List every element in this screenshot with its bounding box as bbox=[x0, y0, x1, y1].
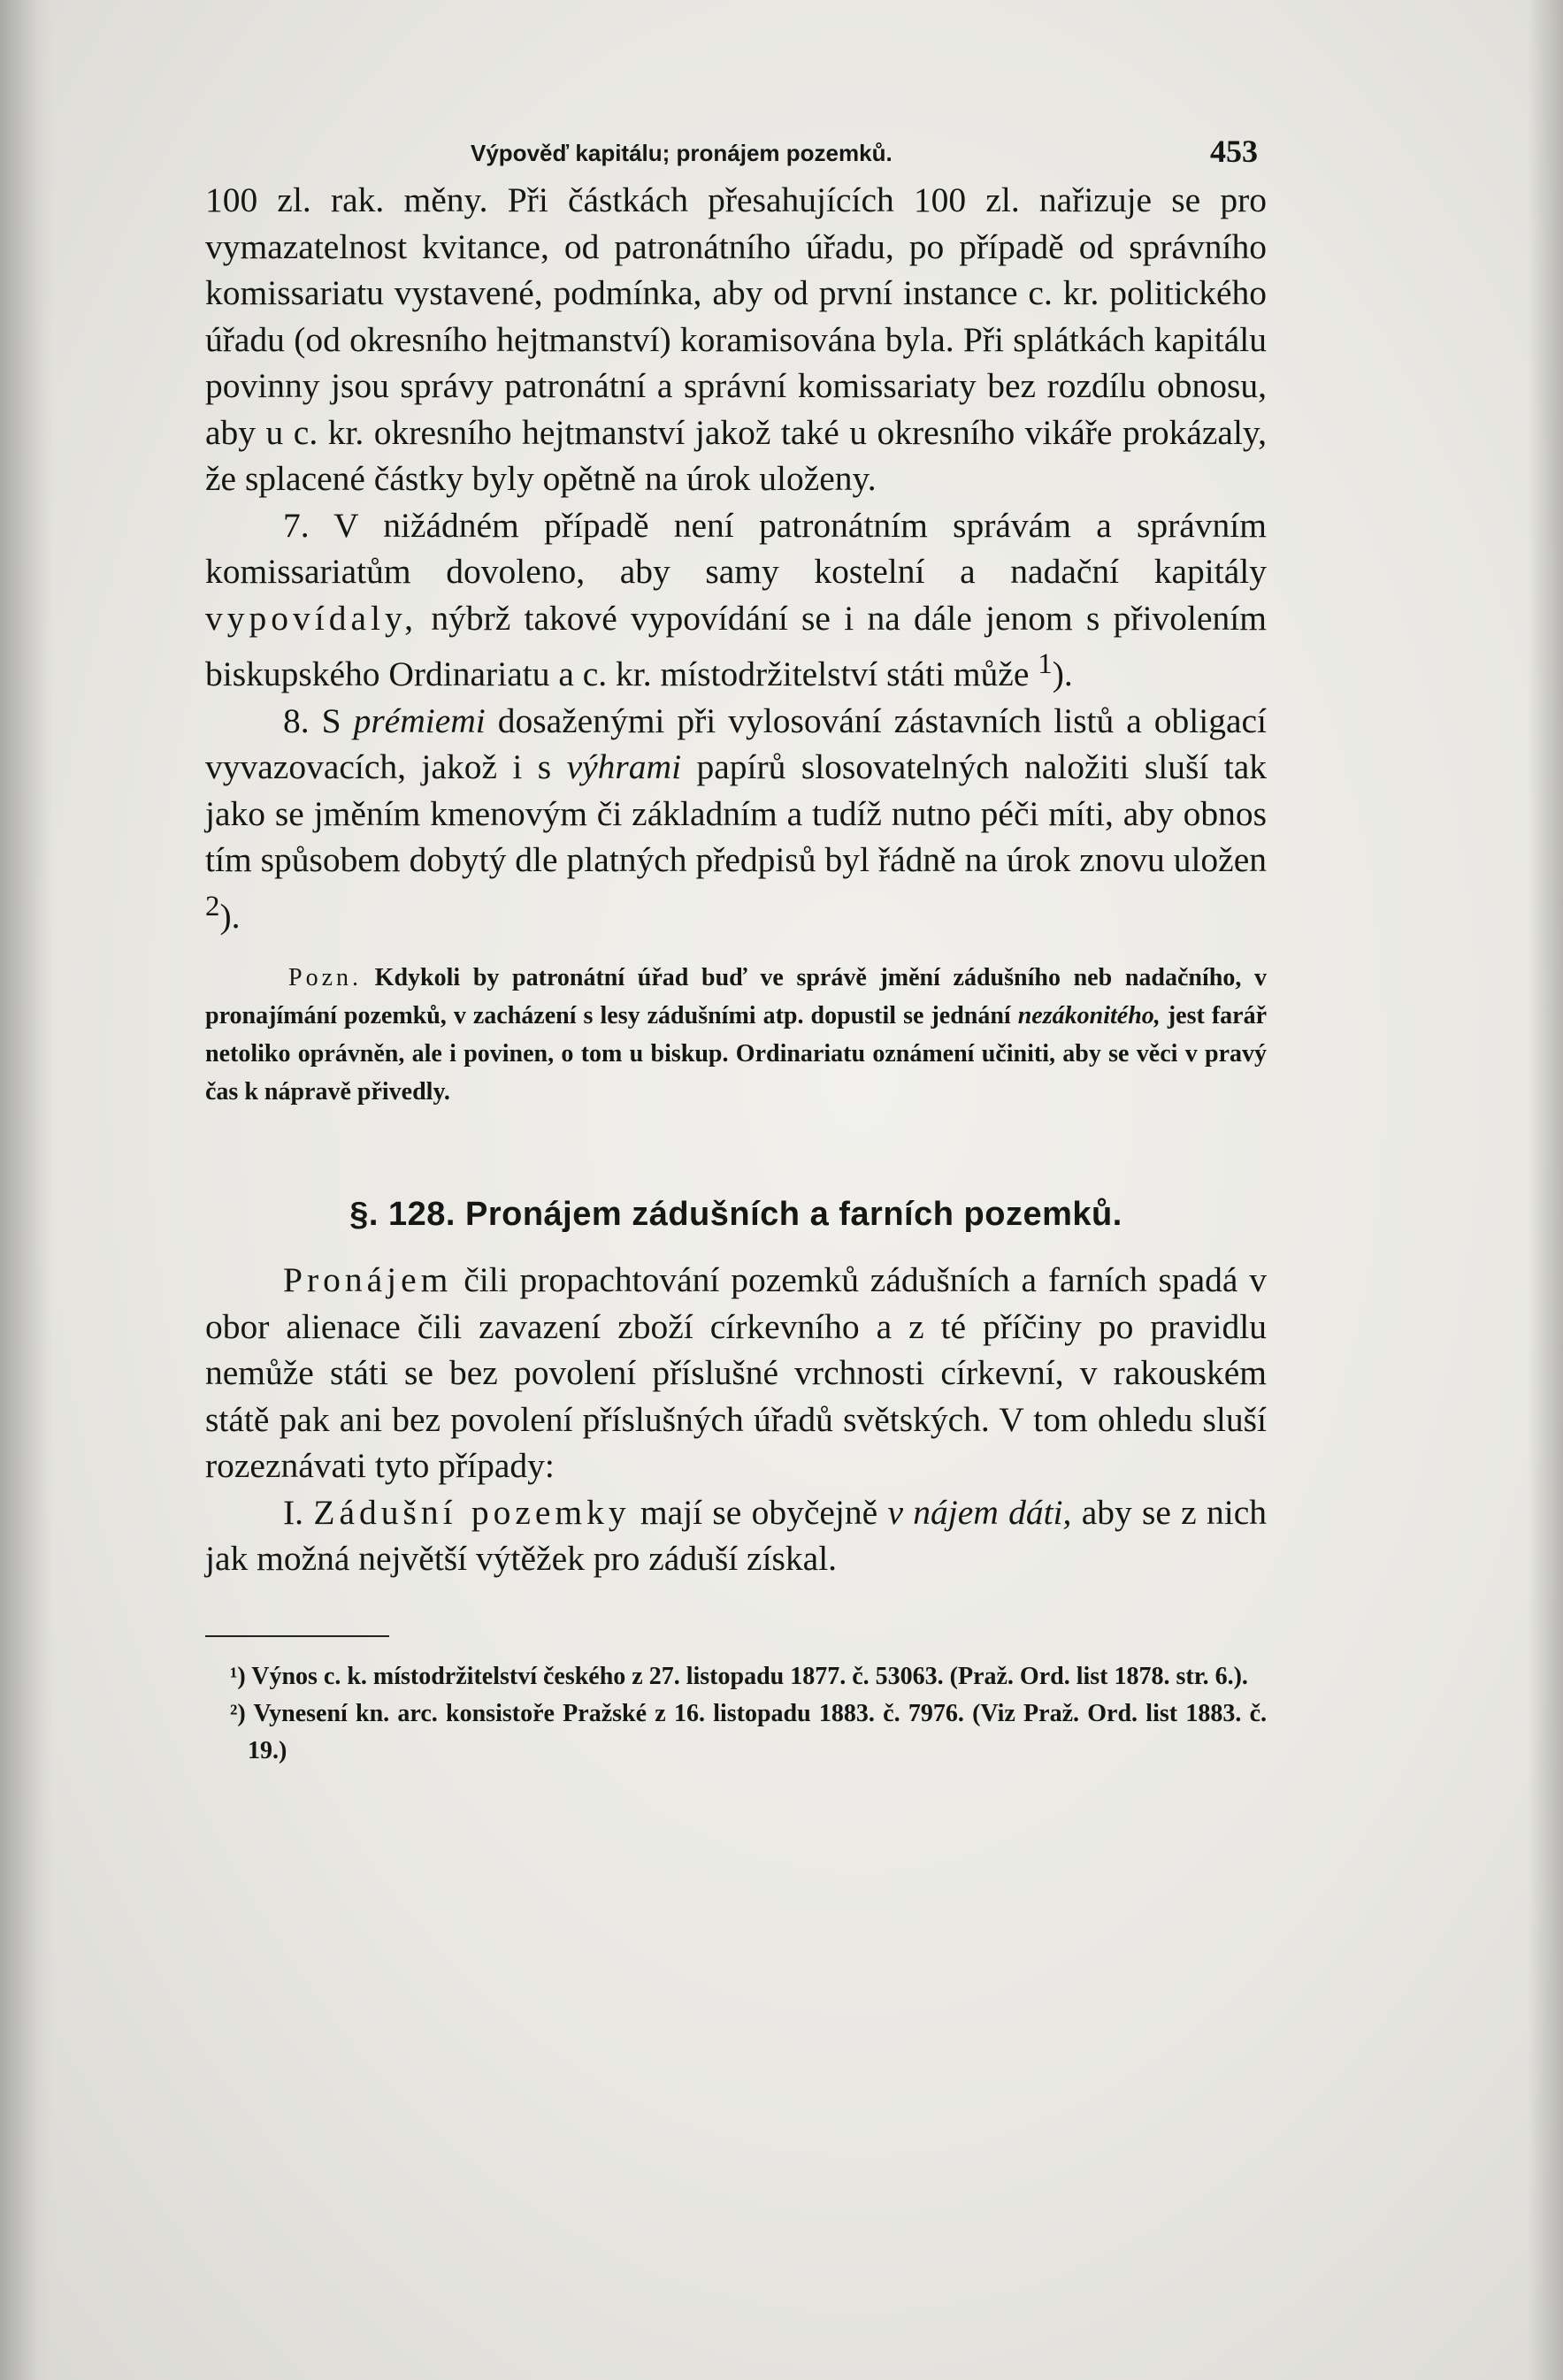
footnote-1 bbox=[205, 1658, 1267, 1695]
section-p1-spaced: Pronájem bbox=[283, 1260, 453, 1300]
page-edge-shadow-right bbox=[1528, 0, 1563, 2380]
paragraph-7 bbox=[205, 502, 1267, 698]
footnote-2-text: Vynesení kn. arc. konsistoře Pražské z 16. listopadu 1883. č. 7976. (Viz Praž. Ord. list 1883. č. 19.) bbox=[248, 1699, 1267, 1764]
page-edge-shadow-left bbox=[0, 0, 53, 2380]
p8-text-c: papírů slosovatelných naložiti sluší tak jako se jměním kmenovým či základním a tudíž nutno péči míti, aby obnos tím spůsobem dobytý dle platných předpisů byl řádně na úrok znovu uložen bbox=[205, 747, 1268, 880]
note-text-b: jest farář netoliko oprávněn, ale i povinen, o tom u biskup. Ordinariatu oznámení učiniti, aby se věci v pravý čas k nápravě přivedly. bbox=[205, 1002, 1268, 1106]
running-head bbox=[205, 124, 1267, 177]
paragraph-8 bbox=[205, 698, 1267, 940]
footnote-ref-1: 1 bbox=[1038, 648, 1053, 680]
page-number: 453 bbox=[1210, 134, 1258, 169]
running-head-title: Výpověď kapitálu; pronájem pozemků. bbox=[471, 140, 893, 166]
p8-text-a: 8. S bbox=[283, 700, 341, 740]
section-p2-number: I. bbox=[283, 1492, 304, 1532]
p7-spaced-word: vypovídaly, bbox=[205, 598, 418, 638]
note-paragraph bbox=[205, 959, 1267, 1111]
footnote-2-mark: ²) bbox=[230, 1699, 246, 1727]
footnote-rule bbox=[205, 1635, 389, 1637]
p8-italic-1: prémiemi bbox=[353, 700, 486, 740]
section-p2-text-b: aby se z nich jak možná největší výtěžek pro záduší získal. bbox=[205, 1492, 1268, 1579]
footnote-ref-2: 2 bbox=[205, 890, 220, 922]
footnote-2 bbox=[205, 1695, 1267, 1770]
p7-text-a: 7. V nižádném případě není patronátním správám a správním komissariatům dovoleno, aby samy kostelní a nadační kapitály bbox=[205, 505, 1267, 591]
p8-italic-2: výhrami bbox=[566, 747, 682, 787]
section-p2-italic: v nájem dáti, bbox=[887, 1492, 1072, 1532]
section-p1-text: čili propachtování pozemků zádušních a farních spadá v obor alienace čili zavazení zboží církevního a z té příčiny po pravidlu nemůže státi se bez povolení příslušné vrchnosti církevní, v rakouském státě pak ani bez povolení příslušných úřadů světských. V tom ohledu sluší rozeznávati tyto případy: bbox=[205, 1260, 1268, 1486]
p8-text-b: dosaženými při vylosování zástavních listů a obligací vyvazovacích, jakož i s bbox=[205, 700, 1268, 787]
section-heading: §. 128. Pronájem zádušních a farních pozemků. bbox=[349, 1196, 1122, 1234]
section-paragraph-2 bbox=[205, 1489, 1267, 1582]
footnote-1-mark: ¹) bbox=[230, 1662, 246, 1690]
note-italic: nezákonitého, bbox=[1017, 1002, 1161, 1030]
p8-end: ). bbox=[219, 896, 241, 936]
note-label: Pozn. bbox=[288, 964, 362, 992]
p7-text-b: nýbrž takové vypovídání se i na dále jenom s přivolením biskupského Ordinariatu a c. kr. místodržitelství státi může bbox=[205, 598, 1268, 694]
note-text-a: Kdykoli by patronátní úřad buď ve správě jmění zádušního neb nadačního, v pronajímání pozemků, v zacházení s lesy zádušními atp. dopustil se jednání bbox=[205, 964, 1268, 1030]
paragraph-continuation: 100 zl. rak. měny. Při částkách přesahujících 100 zl. nařizuje se pro vymazatelnost kvitance, od patronátního úřadu, po případě od správního komissariatu vystavené, podmínka, aby od první instance c. kr. politického úřadu (od okresního hejtmanství) koramisována byla. Při splátkách kapitálu povinny jsou správy patronátní a správní komissariaty bez rozdílu obnosu, aby u c. kr. okresního hejtmanství jakož také u okresního vikáře prokázaly, že splacené částky byly opětně na úrok uloženy. bbox=[205, 180, 1267, 498]
section-paragraph-1 bbox=[205, 1257, 1267, 1489]
page-content bbox=[205, 124, 1267, 1770]
p7-end: ). bbox=[1052, 654, 1073, 694]
footnote-1-text: Výnos c. k. místodržitelství českého z 27. listopadu 1877. č. 53063. (Praž. Ord. list 1878. str. 6.). bbox=[251, 1662, 1248, 1690]
section-p2-text-a: mají se obyčejně bbox=[640, 1492, 878, 1532]
section-p2-spaced: Zádušní pozemky bbox=[313, 1492, 631, 1532]
